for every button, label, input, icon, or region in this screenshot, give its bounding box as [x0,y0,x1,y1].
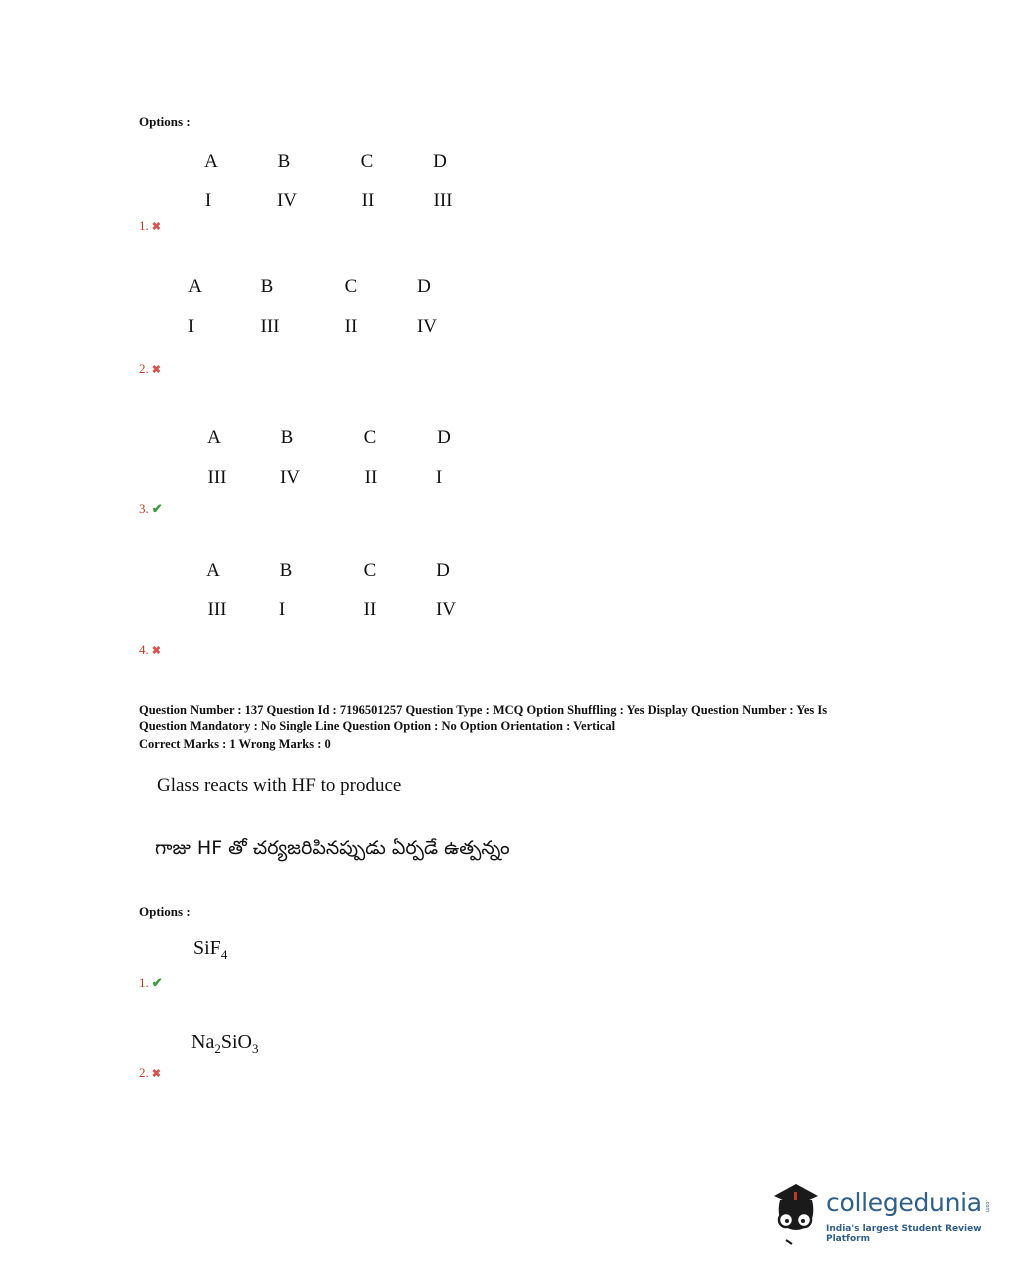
grid-header: B [280,427,294,448]
option-number: 3. ✔ [139,501,163,516]
grid-header: B [277,151,291,172]
grid-header: D [417,276,431,297]
grid-header: D [437,427,451,448]
grid-header: A [188,276,202,297]
grid-header: B [279,560,293,581]
grid-header: C [363,427,377,448]
question-meta [139,702,909,752]
grid-value: II [344,316,358,337]
grid-value: I [204,190,212,211]
grid-value: II [363,599,377,620]
option-number: 2. ✖ [139,1065,161,1080]
grid-header: B [260,276,274,297]
grid-header: C [360,151,374,172]
grid-header: A [206,560,220,581]
grid-value: III [433,190,453,211]
logo-name: collegedunia [826,1188,982,1217]
cross-icon: ✖ [151,220,161,233]
grid-value: IV [279,467,301,488]
grid-value: II [361,190,375,211]
grid-value: IV [435,599,457,620]
option-number: 4. ✖ [139,642,161,657]
grid-header: A [204,151,218,172]
grid-value: II [364,467,378,488]
option-formula: $Na_2SiO_3$ [191,1031,259,1056]
collegedunia-logo[interactable] [766,1178,996,1248]
option-number: 2. ✖ [139,361,161,376]
logo-com: .com [984,1200,990,1213]
grid-header: C [344,276,358,297]
grid-value: I [278,599,286,620]
options-label-top: Options : [139,114,191,129]
grid-value: III [207,599,227,620]
option-formula: SiF$_4$ [193,937,228,962]
grid-value: I [187,316,195,337]
question-marks: Correct Marks : 1 Wrong Marks : 0 [139,737,331,751]
question-text-english: Glass reacts with HF to produce [157,775,402,796]
cross-icon: ✖ [151,644,161,657]
grid-header: D [436,560,450,581]
question-text-telugu: గాజు HF తో చర్యజరిపినప్పుడు ఏర్పడే ఉత్పన్నం [155,837,510,859]
grid-value: IV [416,316,438,337]
check-icon: ✔ [151,975,163,990]
student-mascot-icon [766,1178,826,1248]
option-number: 1. ✔ [139,975,163,990]
grid-value: IV [276,190,298,211]
check-icon: ✔ [151,501,163,516]
grid-header: A [207,427,221,448]
grid-header: D [433,151,447,172]
grid-value: III [207,467,227,488]
cross-icon: ✖ [151,363,161,376]
question-meta-line-1: Question Number : 137 Question Id : 7196501257 Question Type : MCQ Option Shuffling : Yes Display Question Number : Yes Is [139,703,828,717]
grid-value: I [435,467,443,488]
grid-header: C [363,560,377,581]
cross-icon: ✖ [151,1067,161,1080]
options-label: Options : [139,904,191,919]
question-meta-line-2: Question Mandatory : No Single Line Question Option : No Option Orientation : Vertical [139,719,616,733]
grid-value: III [260,316,280,337]
logo-tagline: India's largest Student Review Platform [826,1224,982,1244]
option-number: 1. ✖ [139,218,161,233]
